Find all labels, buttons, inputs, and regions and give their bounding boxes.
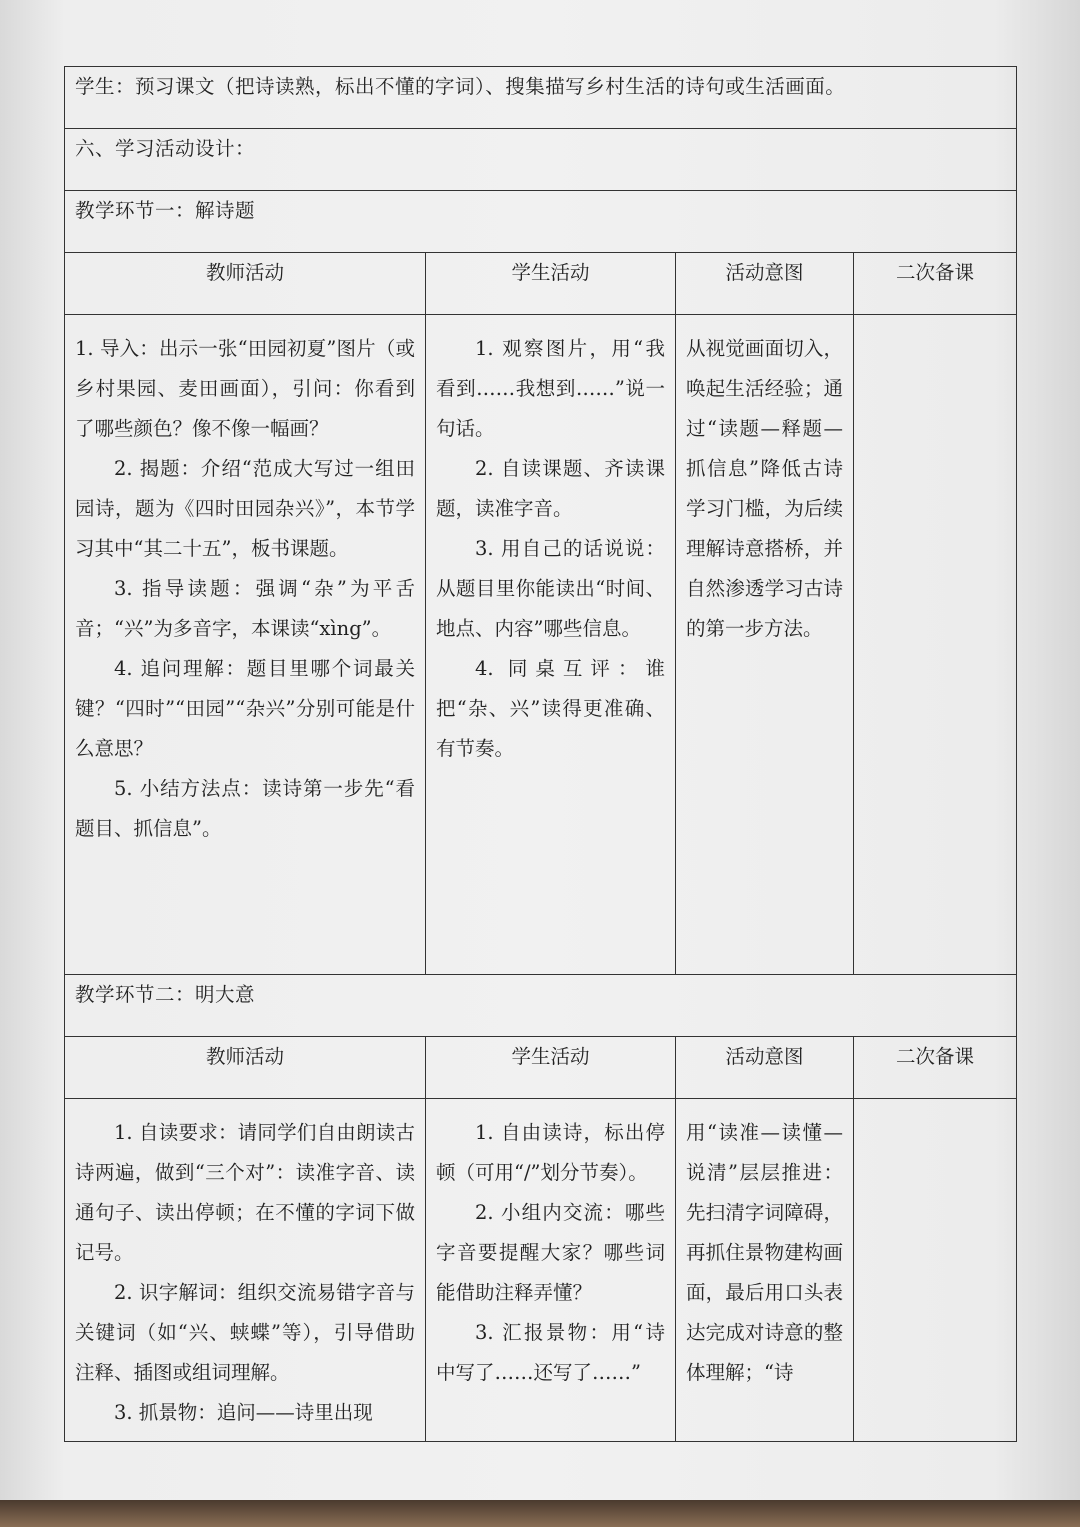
student-step: 1. 自由读诗，标出停顿（可用“/”划分节奏）。 [436,1121,665,1184]
stage1-header-row [65,253,1017,315]
stage1-title: 教学环节一：解诗题 [65,191,1017,253]
stage2-header-row [65,1037,1017,1099]
table-surface [0,1500,1080,1527]
teacher-step: 3. 指导读题：强调“杂”为平舌音；“兴”为多音字，本课读“xìng”。 [75,577,415,640]
student-step: 3. 用自己的话说说：从题目里你能读出“时间、地点、内容”哪些信息。 [436,537,665,640]
student-step: 2. 自读课题、齐读课题，读准字音。 [436,457,665,520]
student-step: 1. 观察图片，用“我看到……我想到……”说一句话。 [436,337,665,440]
student-step: 2. 小组内交流：哪些字音要提醒大家？哪些词能借助注释弄懂？ [436,1201,665,1304]
header-teacher: 教师活动 [65,253,426,315]
stage1-body-row [65,315,1017,975]
stage2-second-prep-cell [854,1099,1017,1442]
stage2-body-row [65,1099,1017,1442]
teacher-step: 2. 识字解词：组织交流易错字音与关键词（如“兴、蛱蝶”等），引导借助注释、插图或组词理解。 [75,1281,415,1384]
stage2-teacher-cell [65,1099,426,1442]
header-student: 学生活动 [426,253,676,315]
stage1-intent-cell [676,315,854,975]
header-intent: 活动意图 [676,253,854,315]
student-prep-text: 学生：预习课文（把诗读熟，标出不懂的字词）、搜集描写乡村生活的诗句或生活画面。 [65,67,1017,129]
stage2-title: 教学环节二：明大意 [65,975,1017,1037]
teacher-step: 3. 抓景物：追问——诗里出现 [114,1401,373,1424]
stage1-student-cell [426,315,676,975]
lesson-plan-table [64,66,1017,1442]
teacher-step: 1. 自读要求：请同学们自由朗读古诗两遍，做到“三个对”：读准字音、读通句子、读出停顿；在不懂的字词下做记号。 [75,1121,415,1264]
student-step: 4. 同桌互评：谁把“杂、兴”读得更准确、有节奏。 [436,657,665,760]
stage1-teacher-cell [65,315,426,975]
stage1-second-prep-cell [854,315,1017,975]
intent-text: 用“读准—读懂—说清”层层推进：先扫清字词障碍，再抓住景物建构画面，最后用口头表达完成对诗意的整体理解；“诗 [686,1121,843,1384]
header-student: 学生活动 [426,1037,676,1099]
section-title: 六、学习活动设计： [65,129,1017,191]
header-second-prep: 二次备课 [854,253,1017,315]
stage2-intent-cell [676,1099,854,1442]
header-intent: 活动意图 [676,1037,854,1099]
stage2-student-cell [426,1099,676,1442]
teacher-step: 4. 追问理解：题目里哪个词最关键？“四时”“田园”“杂兴”分别可能是什么意思？ [75,657,415,760]
intent-text: 从视觉画面切入，唤起生活经验；通过“读题—释题—抓信息”降低古诗学习门槛，为后续理解诗意搭桥，并自然渗透学习古诗的第一步方法。 [686,337,843,640]
student-step: 3. 汇报景物：用“诗中写了……还写了……” [436,1321,665,1384]
teacher-step: 2. 揭题：介绍“范成大写过一组田园诗，题为《四时田园杂兴》”，本节学习其中“其二十五”，板书课题。 [75,457,415,560]
header-second-prep: 二次备课 [854,1037,1017,1099]
teacher-step: 1. 导入：出示一张“田园初夏”图片（或乡村果园、麦田画面），引问：你看到了哪些颜色？像不像一幅画？ [75,337,415,440]
stage1-title-row [65,191,1017,253]
teacher-step: 5. 小结方法点：读诗第一步先“看题目、抓信息”。 [75,777,415,840]
prep-row [65,67,1017,129]
stage2-title-row [65,975,1017,1037]
header-teacher: 教师活动 [65,1037,426,1099]
section-row [65,129,1017,191]
